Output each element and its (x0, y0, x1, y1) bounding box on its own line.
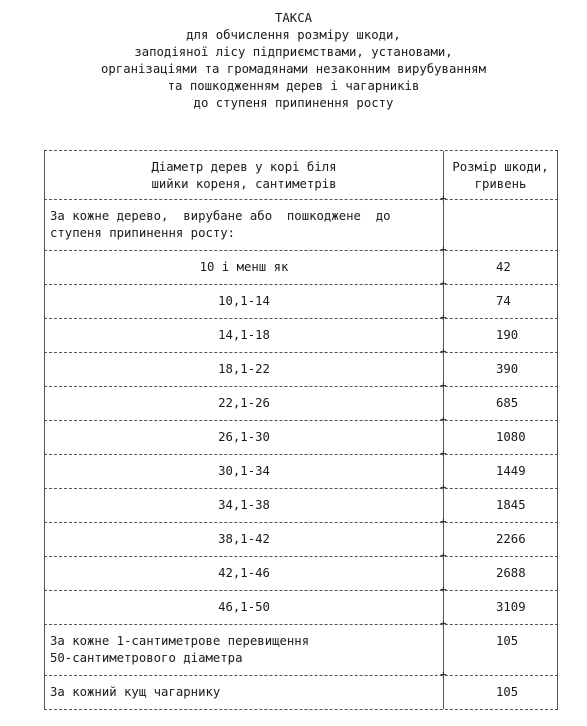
table-divider: + (44, 624, 558, 625)
row-damage-value: 390 (444, 353, 558, 386)
table-row (44, 285, 558, 318)
row-diameter-range: 42,1-46 (44, 557, 444, 590)
table-header-row (44, 151, 558, 199)
table-divider (44, 709, 558, 710)
row-damage-value: 685 (444, 387, 558, 420)
heading-line: для обчислення розміру шкоди, (186, 28, 401, 42)
table-row (44, 455, 558, 488)
row-damage-value: 1080 (444, 421, 558, 454)
row-damage-value: 42 (444, 251, 558, 284)
range-rows (44, 251, 558, 630)
shrub-label: За кожний кущ чагарнику (44, 676, 444, 709)
heading-line: до ступеня припинення росту (193, 96, 394, 110)
table-divider: + (44, 590, 558, 591)
table-divider: + (44, 318, 558, 319)
row-diameter-range: 22,1-26 (44, 387, 444, 420)
table-divider: + (44, 284, 558, 285)
table-row (44, 523, 558, 556)
row-damage-value: 1449 (444, 455, 558, 488)
header-damage-amount: Розмір шкоди, гривень (444, 151, 558, 199)
section-label-value (444, 200, 558, 250)
row-diameter-range: 26,1-30 (44, 421, 444, 454)
document-heading (0, 10, 587, 112)
table-divider: + (44, 250, 558, 251)
row-damage-value: 190 (444, 319, 558, 352)
table-row (44, 251, 558, 284)
row-damage-value: 3109 (444, 591, 558, 624)
table-divider: + (44, 454, 558, 455)
row-diameter-range: 38,1-42 (44, 523, 444, 556)
shrub-row (44, 676, 558, 709)
shrub-value: 105 (444, 676, 558, 709)
section-label-row (44, 200, 558, 250)
table-divider: + (44, 420, 558, 421)
excess-label: За кожне 1-сантиметрове перевищення 50-сантиметрового діаметра (44, 625, 444, 675)
table-divider: + (44, 199, 558, 200)
row-diameter-range: 10 і менш як (44, 251, 444, 284)
table-divider: + (44, 488, 558, 489)
table-row (44, 421, 558, 454)
table-row (44, 387, 558, 420)
table-divider: + (44, 386, 558, 387)
table-row (44, 591, 558, 624)
row-diameter-range: 18,1-22 (44, 353, 444, 386)
table-row (44, 353, 558, 386)
table-divider: + (44, 675, 558, 676)
table-row (44, 557, 558, 590)
row-diameter-range: 46,1-50 (44, 591, 444, 624)
table-row (44, 489, 558, 522)
row-damage-value: 74 (444, 285, 558, 318)
heading-line: організаціями та громадянами незаконним вирубуванням (101, 62, 486, 76)
header-diameter: Діаметр дерев у корі біля шийки кореня, сантиметрів (44, 151, 444, 199)
row-damage-value: 2266 (444, 523, 558, 556)
section-label: За кожне дерево, вирубане або пошкоджене до ступеня припинення росту: (44, 200, 444, 250)
excess-row (44, 625, 558, 675)
heading-title: ТАКСА (274, 11, 313, 25)
table-divider: + (44, 556, 558, 557)
row-damage-value: 2688 (444, 557, 558, 590)
row-damage-value: 1845 (444, 489, 558, 522)
row-diameter-range: 10,1-14 (44, 285, 444, 318)
heading-line: та пошкодженням дерев і чагарників (167, 79, 420, 93)
table-divider: + (44, 522, 558, 523)
table-divider: + (44, 352, 558, 353)
row-diameter-range: 14,1-18 (44, 319, 444, 352)
excess-value: 105 (444, 625, 558, 675)
row-diameter-range: 34,1-38 (44, 489, 444, 522)
damage-rate-table (44, 150, 558, 710)
heading-line: заподіяної лісу підприємствами, установами, (134, 45, 453, 59)
table-row (44, 319, 558, 352)
row-diameter-range: 30,1-34 (44, 455, 444, 488)
